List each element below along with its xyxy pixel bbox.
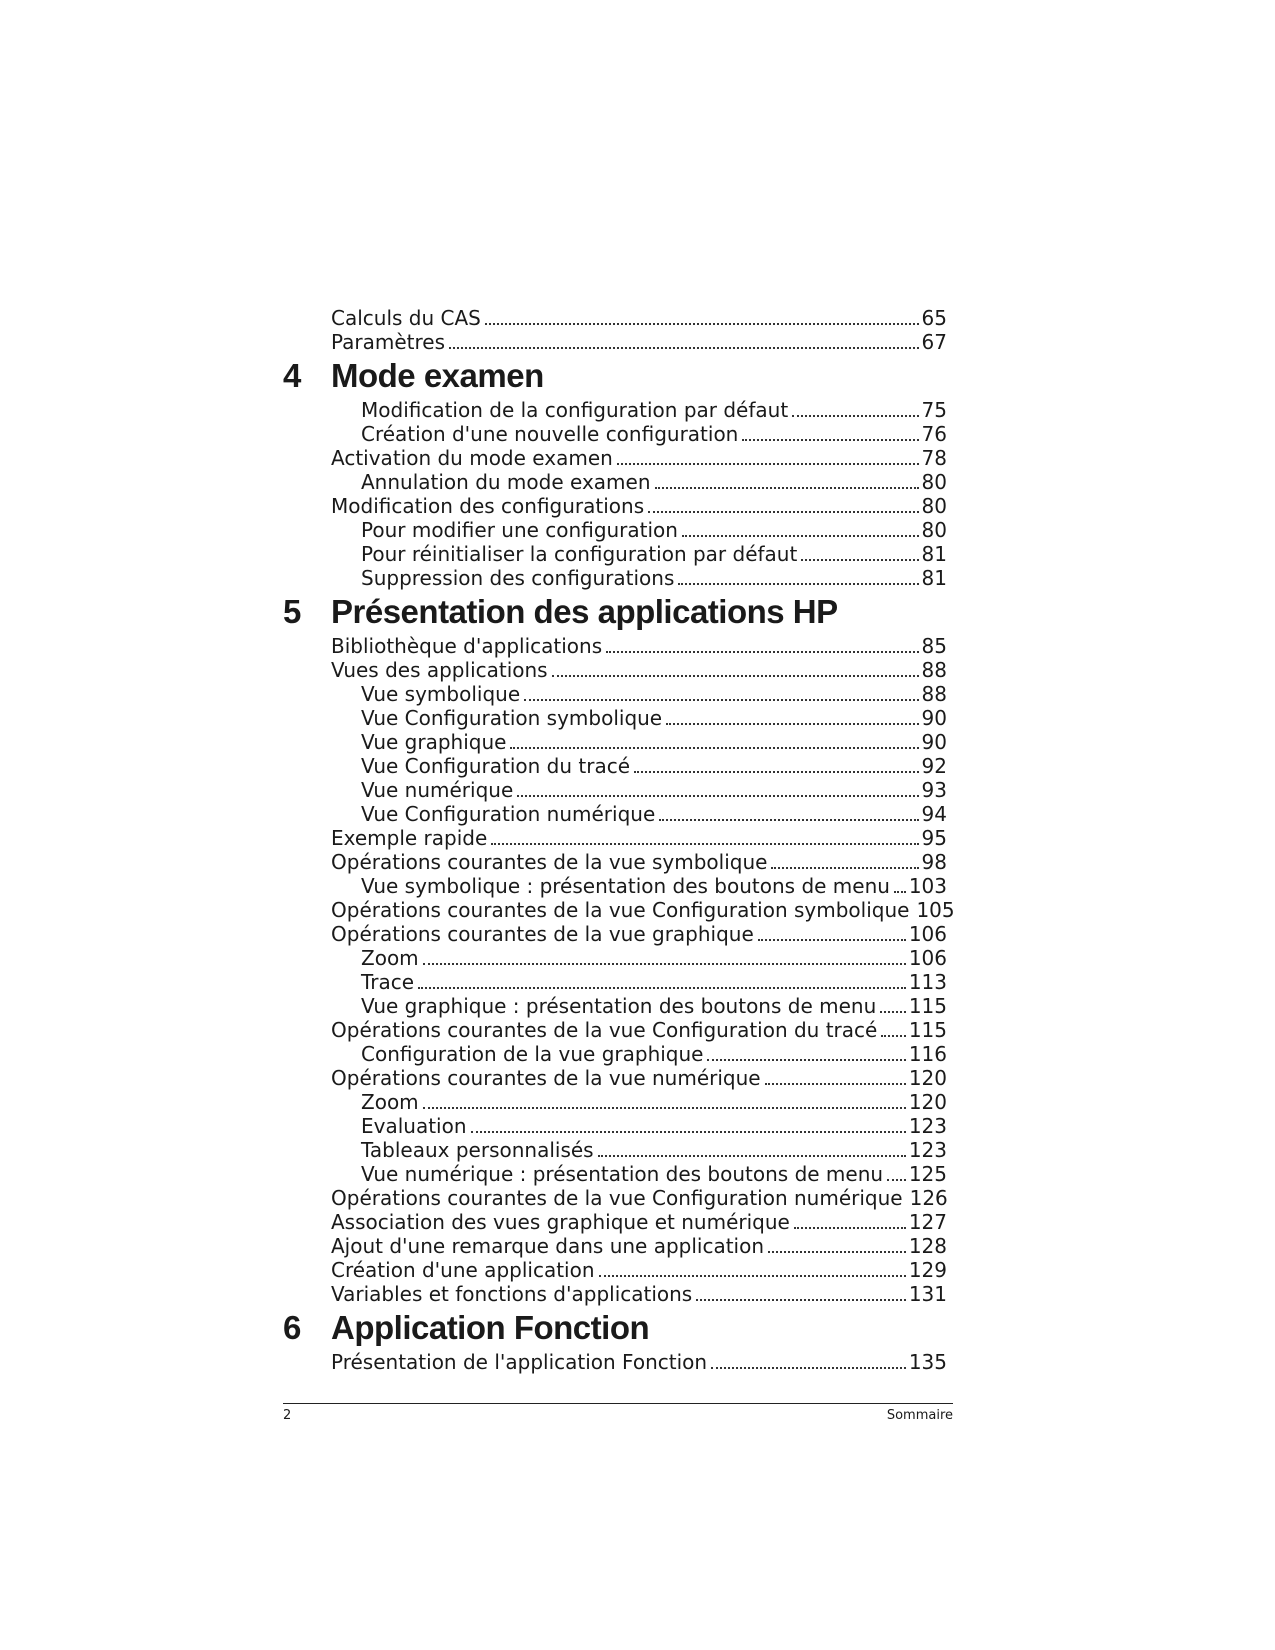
dot-leader: [491, 843, 918, 845]
chapter-heading[interactable]: [0, 590, 1275, 634]
toc-entry-page-number: 123: [908, 1114, 947, 1138]
toc-entry-page-number: 85: [921, 634, 947, 658]
toc-entry-page-number: 88: [921, 658, 947, 682]
toc-entry-page-number: 105: [916, 898, 955, 922]
dot-leader: [765, 1083, 906, 1085]
page-footer: [283, 1403, 953, 1423]
toc-entry-page-number: 80: [921, 494, 947, 518]
toc-entry-page-number: 90: [921, 706, 947, 730]
toc-entry-title: Evaluation: [361, 1114, 467, 1138]
toc-entry-page-number: 76: [921, 422, 947, 446]
toc-entry-title: Configuration de la vue graphique: [361, 1042, 704, 1066]
toc-entry-page-number: 120: [908, 1066, 947, 1090]
toc-entry-title: Variables et fonctions d'applications: [331, 1282, 693, 1306]
chapter-number: 6: [283, 1309, 301, 1346]
toc-entry-page-number: 95: [921, 826, 947, 850]
dot-leader: [696, 1299, 906, 1301]
toc-entry[interactable]: [331, 1066, 947, 1090]
toc-entry[interactable]: [331, 922, 947, 946]
toc-entry[interactable]: [361, 470, 947, 494]
toc-entry-page-number: 116: [908, 1042, 947, 1066]
toc-entry[interactable]: [361, 1162, 947, 1186]
toc-entry[interactable]: [361, 946, 947, 970]
footer-section-title: Sommaire: [886, 1408, 953, 1423]
toc-entry-page-number: 106: [908, 946, 947, 970]
dot-leader: [423, 963, 906, 965]
dot-leader: [742, 439, 918, 441]
toc-entry-title: Présentation de l'application Fonction: [331, 1350, 708, 1374]
dot-leader: [881, 1035, 905, 1037]
toc-entry[interactable]: [361, 422, 947, 446]
table-of-contents: [0, 306, 1275, 1374]
toc-entry-title: Bibliothèque d'applications: [331, 634, 603, 658]
toc-entry[interactable]: [361, 1138, 947, 1162]
toc-entry[interactable]: [331, 1350, 947, 1374]
toc-entry-page-number: 94: [921, 802, 947, 826]
toc-entry[interactable]: [361, 730, 947, 754]
toc-entry[interactable]: [361, 566, 947, 590]
toc-entry-page-number: 81: [921, 542, 947, 566]
toc-entry-page-number: 81: [921, 566, 947, 590]
toc-entry-page-number: 78: [921, 446, 947, 470]
toc-entry[interactable]: [361, 542, 947, 566]
toc-entry-page-number: 80: [921, 470, 947, 494]
toc-entry-page-number: 65: [921, 306, 947, 330]
toc-entry[interactable]: [331, 446, 947, 470]
dot-leader: [598, 1155, 906, 1157]
toc-entry[interactable]: [361, 802, 947, 826]
dot-leader: [707, 1059, 905, 1061]
chapter-title: Application Fonction: [331, 1309, 650, 1346]
toc-entry[interactable]: [331, 494, 947, 518]
dot-leader: [794, 1227, 906, 1229]
toc-entry[interactable]: [361, 706, 947, 730]
dot-leader: [418, 987, 906, 989]
dot-leader: [648, 511, 918, 513]
toc-entry-title: Calculs du CAS: [331, 306, 481, 330]
toc-entry-title: Opérations courantes de la vue symbolique: [331, 850, 768, 874]
dot-leader: [485, 323, 919, 325]
toc-entry-title: Vue symbolique: [361, 682, 521, 706]
chapter-number: 4: [283, 357, 301, 394]
toc-entry[interactable]: [361, 994, 947, 1018]
footer-page-number: 2: [283, 1408, 292, 1423]
toc-entry[interactable]: [361, 398, 947, 422]
toc-entry-title: Vue symbolique : présentation des boutons de menu: [361, 874, 890, 898]
toc-entry[interactable]: [331, 306, 947, 330]
toc-entry-page-number: 125: [908, 1162, 947, 1186]
toc-entry-title: Opérations courantes de la vue Configuration du tracé: [331, 1018, 878, 1042]
toc-entry-title: Modification des configurations: [331, 494, 645, 518]
toc-entry[interactable]: [331, 1018, 947, 1042]
dot-leader: [682, 535, 919, 537]
dot-leader: [801, 559, 918, 561]
toc-entry[interactable]: [361, 518, 947, 542]
toc-entry-title: Tableaux personnalisés: [361, 1138, 594, 1162]
toc-entry[interactable]: [361, 1114, 947, 1138]
toc-entry-page-number: 113: [908, 970, 947, 994]
toc-entry-page-number: 98: [921, 850, 947, 874]
toc-entry-title: Opérations courantes de la vue Configuration numérique: [331, 1186, 903, 1210]
toc-entry-page-number: 93: [921, 778, 947, 802]
dot-leader: [666, 723, 918, 725]
toc-entry-title: Zoom: [361, 946, 419, 970]
toc-entry[interactable]: [361, 874, 947, 898]
toc-entry-title: Vue Configuration symbolique: [361, 706, 663, 730]
toc-entry-page-number: 123: [908, 1138, 947, 1162]
dot-leader: [449, 347, 919, 349]
toc-entry-page-number: 92: [921, 754, 947, 778]
toc-entry-title: Vue graphique: [361, 730, 507, 754]
toc-entry[interactable]: [331, 826, 947, 850]
toc-entry-page-number: 135: [908, 1350, 947, 1374]
dot-leader: [524, 699, 918, 701]
toc-entry-title: Vues des applications: [331, 658, 548, 682]
dot-leader: [758, 939, 906, 941]
dot-leader: [423, 1107, 906, 1109]
toc-entry-title: Vue numérique: [361, 778, 514, 802]
toc-entry-title: Opérations courantes de la vue Configuration symbolique: [331, 898, 910, 922]
toc-entry-page-number: 67: [921, 330, 947, 354]
toc-entry[interactable]: [331, 330, 947, 354]
dot-leader: [655, 487, 919, 489]
toc-entry-title: Vue Configuration du tracé: [361, 754, 631, 778]
dot-leader: [517, 795, 918, 797]
chapter-number: 5: [283, 593, 301, 630]
chapter-heading[interactable]: [0, 1306, 1275, 1350]
toc-entry-title: Annulation du mode examen: [361, 470, 651, 494]
toc-entry[interactable]: [331, 850, 947, 874]
dot-leader: [634, 771, 919, 773]
toc-entry[interactable]: [361, 754, 947, 778]
toc-entry-page-number: 88: [921, 682, 947, 706]
toc-entry-title: Modification de la configuration par défaut: [361, 398, 789, 422]
toc-entry-page-number: 80: [921, 518, 947, 542]
toc-entry[interactable]: [331, 1186, 947, 1210]
toc-entry-title: Pour modifier une configuration: [361, 518, 678, 542]
chapter-title: Mode examen: [331, 357, 544, 394]
toc-entry-title: Opérations courantes de la vue numérique: [331, 1066, 761, 1090]
toc-entry-page-number: 120: [908, 1090, 947, 1114]
toc-entry-title: Suppression des configurations: [361, 566, 675, 590]
dot-leader: [711, 1367, 906, 1369]
toc-entry-page-number: 103: [908, 874, 947, 898]
toc-entry-title: Vue Configuration numérique: [361, 802, 656, 826]
toc-entry-page-number: 129: [908, 1258, 947, 1282]
chapter-title: Présentation des applications HP: [331, 593, 838, 630]
dot-leader: [659, 819, 918, 821]
toc-entry-title: Vue graphique : présentation des boutons de menu: [361, 994, 877, 1018]
dot-leader: [678, 583, 918, 585]
dot-leader: [792, 415, 918, 417]
toc-entry-title: Ajout d'une remarque dans une application: [331, 1234, 765, 1258]
toc-entry-title: Paramètres: [331, 330, 446, 354]
dot-leader: [617, 463, 919, 465]
toc-entry-title: Pour réinitialiser la configuration par défaut: [361, 542, 798, 566]
toc-entry-page-number: 115: [908, 1018, 947, 1042]
toc-entry-page-number: 115: [908, 994, 947, 1018]
toc-entry-title: Exemple rapide: [331, 826, 488, 850]
toc-entry-page-number: 126: [909, 1186, 948, 1210]
toc-entry-title: Activation du mode examen: [331, 446, 613, 470]
dot-leader: [887, 1179, 906, 1181]
toc-entry-title: Opérations courantes de la vue graphique: [331, 922, 754, 946]
toc-entry[interactable]: [331, 658, 947, 682]
toc-entry[interactable]: [331, 1234, 947, 1258]
toc-entry-title: Création d'une nouvelle configuration: [361, 422, 739, 446]
toc-entry[interactable]: [361, 1090, 947, 1114]
toc-entry[interactable]: [331, 1210, 947, 1234]
toc-entry-page-number: 131: [908, 1282, 947, 1306]
toc-entry-title: Zoom: [361, 1090, 419, 1114]
toc-entry-title: Création d'une application: [331, 1258, 595, 1282]
toc-entry-page-number: 75: [921, 398, 947, 422]
dot-leader: [880, 1011, 906, 1013]
toc-entry[interactable]: [361, 1042, 947, 1066]
chapter-heading[interactable]: [0, 354, 1275, 398]
toc-entry[interactable]: [331, 634, 947, 658]
dot-leader: [771, 867, 918, 869]
toc-entry-page-number: 90: [921, 730, 947, 754]
toc-entry-page-number: 127: [908, 1210, 947, 1234]
toc-entry[interactable]: [331, 898, 955, 922]
dot-leader: [606, 651, 918, 653]
toc-entry-title: Vue numérique : présentation des boutons de menu: [361, 1162, 884, 1186]
dot-leader: [599, 1275, 906, 1277]
toc-entry[interactable]: [331, 1282, 947, 1306]
dot-leader: [552, 675, 919, 677]
toc-entry[interactable]: [361, 682, 947, 706]
dot-leader: [894, 891, 906, 893]
dot-leader: [510, 747, 918, 749]
toc-entry-title: Trace: [361, 970, 415, 994]
dot-leader: [768, 1251, 906, 1253]
toc-entry[interactable]: [361, 778, 947, 802]
toc-entry-page-number: 128: [908, 1234, 947, 1258]
toc-entry[interactable]: [361, 970, 947, 994]
toc-entry-page-number: 106: [908, 922, 947, 946]
toc-entry[interactable]: [331, 1258, 947, 1282]
dot-leader: [471, 1131, 906, 1133]
toc-entry-title: Association des vues graphique et numérique: [331, 1210, 790, 1234]
